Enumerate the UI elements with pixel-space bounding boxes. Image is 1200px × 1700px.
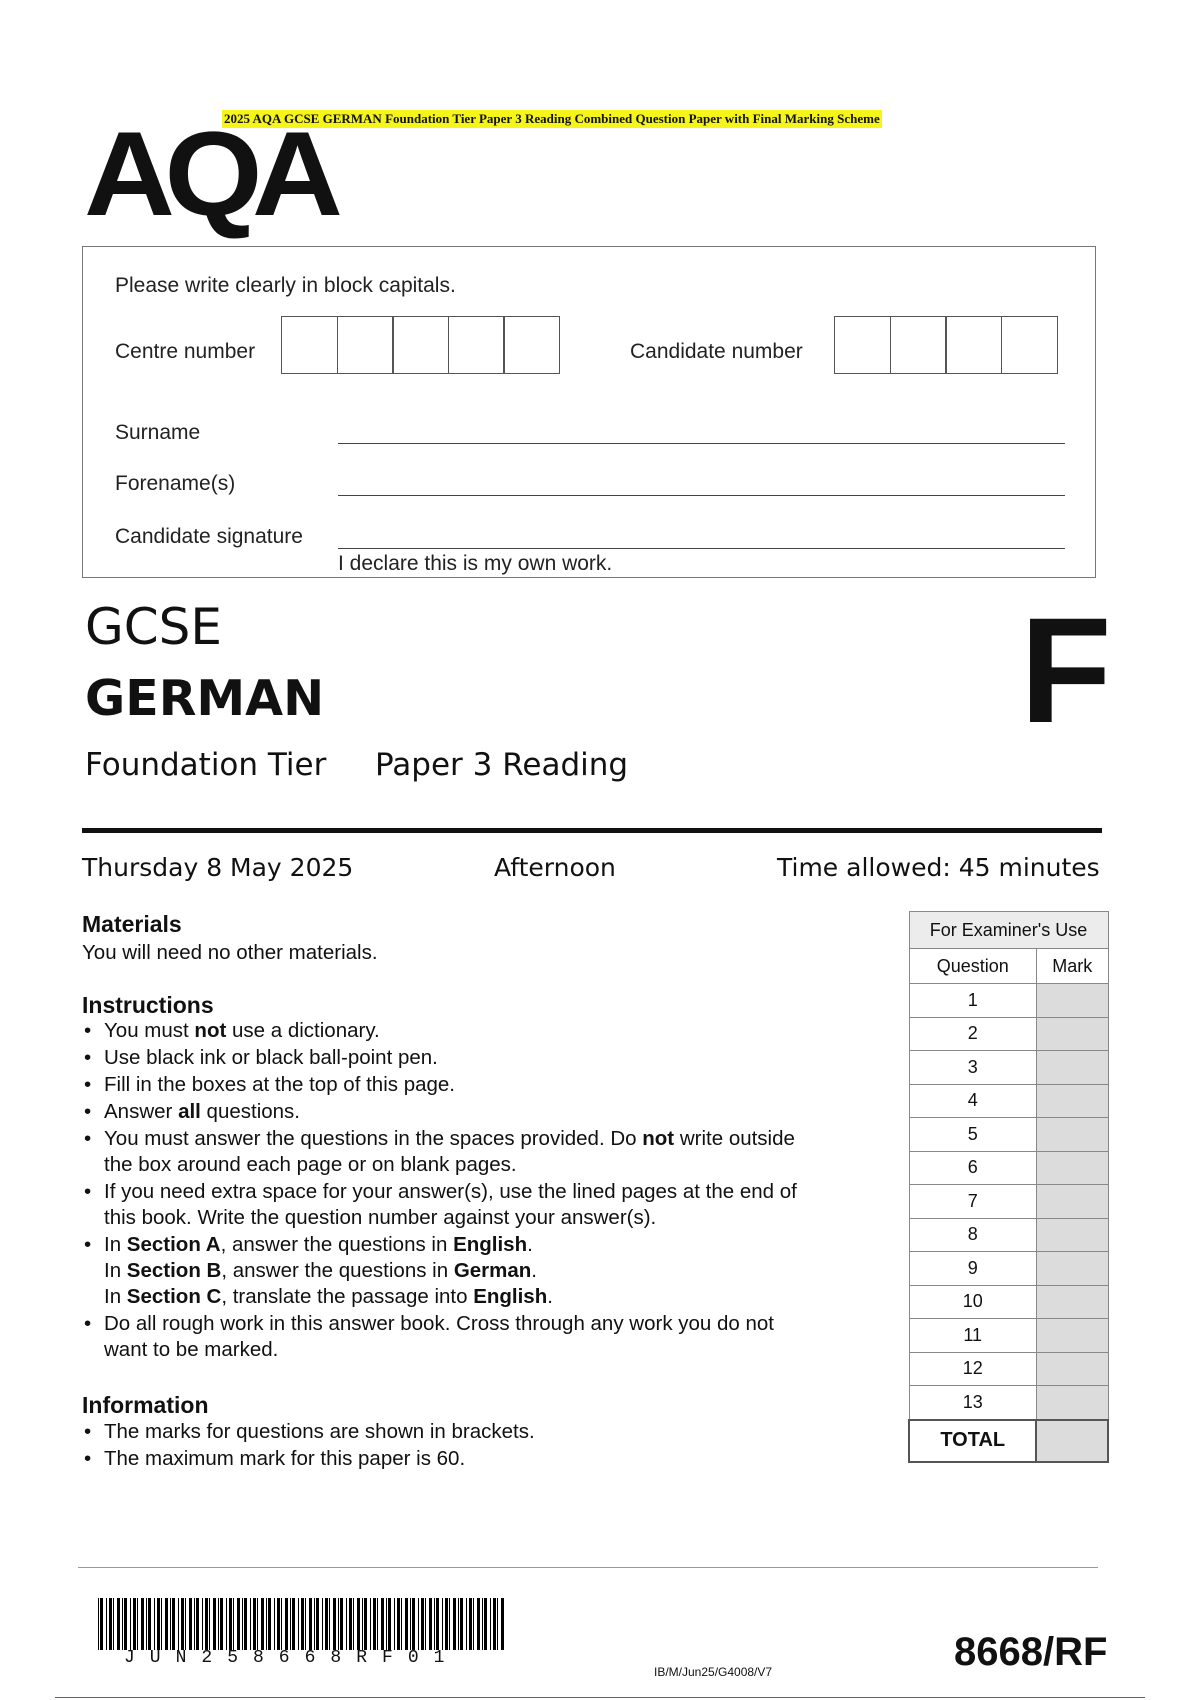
table-row <box>909 1051 1108 1085</box>
question-number: 3 <box>909 1051 1036 1085</box>
qualification-title: GCSE <box>85 598 222 656</box>
mark-column-header: Mark <box>1036 949 1108 984</box>
instructions-heading: Instructions <box>82 992 214 1018</box>
table-row <box>909 1017 1108 1051</box>
tier-letter: F <box>1020 586 1112 754</box>
divider <box>82 828 1102 833</box>
question-number: 9 <box>909 1252 1036 1286</box>
digit-box[interactable] <box>337 316 394 374</box>
declaration-text: I declare this is my own work. <box>338 552 613 575</box>
subject-title: GERMAN <box>85 670 325 727</box>
paper-label: Paper 3 Reading <box>375 747 629 783</box>
question-column-header: Question <box>909 949 1036 984</box>
mark-cell[interactable] <box>1036 984 1108 1018</box>
mark-cell[interactable] <box>1036 1319 1108 1353</box>
exam-date: Thursday 8 May 2025 <box>82 853 354 882</box>
digit-box[interactable] <box>890 316 947 374</box>
question-number: 2 <box>909 1017 1036 1051</box>
information-list <box>82 1419 862 1473</box>
instructions-list <box>82 1018 862 1364</box>
surname-label: Surname <box>115 421 201 444</box>
table-row <box>909 984 1108 1018</box>
materials-heading: Materials <box>82 911 182 937</box>
question-number: 8 <box>909 1218 1036 1252</box>
question-number: 12 <box>909 1352 1036 1386</box>
mark-cell[interactable] <box>1036 1151 1108 1185</box>
list-item: • In Section A, answer the questions in English. In Section B, answer the questions in German. In Section C, translate the passage into English. <box>82 1232 862 1310</box>
table-row <box>909 1420 1108 1462</box>
barcode-text: JUN258668RF01 <box>124 1648 460 1668</box>
mark-cell[interactable] <box>1036 1285 1108 1319</box>
list-item: • You must answer the questions in the spaces provided. Do not write outside the box around each page or on blank pages. <box>82 1126 862 1178</box>
digit-box[interactable] <box>448 316 505 374</box>
total-label: TOTAL <box>909 1420 1036 1462</box>
signature-label: Candidate signature <box>115 525 303 548</box>
list-item: • The maximum mark for this paper is 60. <box>82 1446 862 1472</box>
list-item: • You must not use a dictionary. <box>82 1018 862 1044</box>
mark-cell[interactable] <box>1036 1017 1108 1051</box>
title-banner: 2025 AQA GCSE GERMAN Foundation Tier Paper 3 Reading Combined Question Paper with Final Marking Scheme <box>224 111 880 126</box>
candidate-number-boxes[interactable] <box>834 316 1056 374</box>
list-item: • Use black ink or black ball-point pen. <box>82 1045 862 1071</box>
exam-session: Afternoon <box>494 853 616 882</box>
aqa-logo: AQA <box>84 107 333 241</box>
information-heading: Information <box>82 1392 209 1418</box>
table-row <box>909 1252 1108 1286</box>
page-edge <box>55 1697 1145 1698</box>
footer-divider <box>78 1567 1098 1568</box>
mark-cell[interactable] <box>1036 1352 1108 1386</box>
mark-cell[interactable] <box>1036 1386 1108 1420</box>
surname-line[interactable] <box>338 443 1065 444</box>
forenames-label: Forename(s) <box>115 472 236 495</box>
paper-code: 8668/RF <box>954 1630 1108 1674</box>
list-item: • The marks for questions are shown in brackets. <box>82 1419 862 1445</box>
question-number: 4 <box>909 1084 1036 1118</box>
table-row <box>909 1285 1108 1319</box>
tier-label: Foundation Tier <box>85 747 327 783</box>
examiner-use-table <box>908 911 1109 1463</box>
question-number: 6 <box>909 1151 1036 1185</box>
question-number: 11 <box>909 1319 1036 1353</box>
mark-cell[interactable] <box>1036 1218 1108 1252</box>
list-item: • Answer all questions. <box>82 1099 862 1125</box>
mark-cell[interactable] <box>1036 1185 1108 1219</box>
list-item: • Fill in the boxes at the top of this page. <box>82 1072 862 1098</box>
total-mark-cell[interactable] <box>1036 1420 1108 1462</box>
block-capitals-instruction: Please write clearly in block capitals. <box>115 274 456 297</box>
table-row <box>909 1386 1108 1420</box>
candidate-number-label: Candidate number <box>630 340 803 363</box>
question-number: 10 <box>909 1285 1036 1319</box>
digit-box[interactable] <box>1001 316 1058 374</box>
digit-box[interactable] <box>834 316 891 374</box>
table-row <box>909 1185 1108 1219</box>
examiner-table-header: For Examiner's Use <box>909 912 1108 949</box>
table-row <box>909 1118 1108 1152</box>
question-number: 13 <box>909 1386 1036 1420</box>
materials-text: You will need no other materials. <box>82 941 378 964</box>
time-allowed: Time allowed: 45 minutes <box>777 853 1100 882</box>
mark-cell[interactable] <box>1036 1252 1108 1286</box>
table-row <box>909 1218 1108 1252</box>
table-row <box>909 1319 1108 1353</box>
list-item: • If you need extra space for your answer(s), use the lined pages at the end of this book. Write the question number against your answer(s). <box>82 1179 862 1231</box>
signature-line[interactable] <box>338 548 1065 549</box>
barcode-icon <box>98 1598 508 1650</box>
digit-box[interactable] <box>945 316 1002 374</box>
table-row <box>909 1084 1108 1118</box>
centre-number-label: Centre number <box>115 340 256 363</box>
list-item: • Do all rough work in this answer book. Cross through any work you do not want to be marked. <box>82 1311 862 1363</box>
digit-box[interactable] <box>503 316 560 374</box>
mark-cell[interactable] <box>1036 1118 1108 1152</box>
question-number: 5 <box>909 1118 1036 1152</box>
forenames-line[interactable] <box>338 495 1065 496</box>
question-number: 7 <box>909 1185 1036 1219</box>
question-number: 1 <box>909 984 1036 1018</box>
table-row <box>909 1352 1108 1386</box>
mark-cell[interactable] <box>1036 1084 1108 1118</box>
digit-box[interactable] <box>392 316 449 374</box>
document-reference: IB/M/Jun25/G4008/V7 <box>654 1665 773 1679</box>
table-row <box>909 1151 1108 1185</box>
mark-cell[interactable] <box>1036 1051 1108 1085</box>
digit-box[interactable] <box>281 316 338 374</box>
centre-number-boxes[interactable] <box>281 316 559 374</box>
